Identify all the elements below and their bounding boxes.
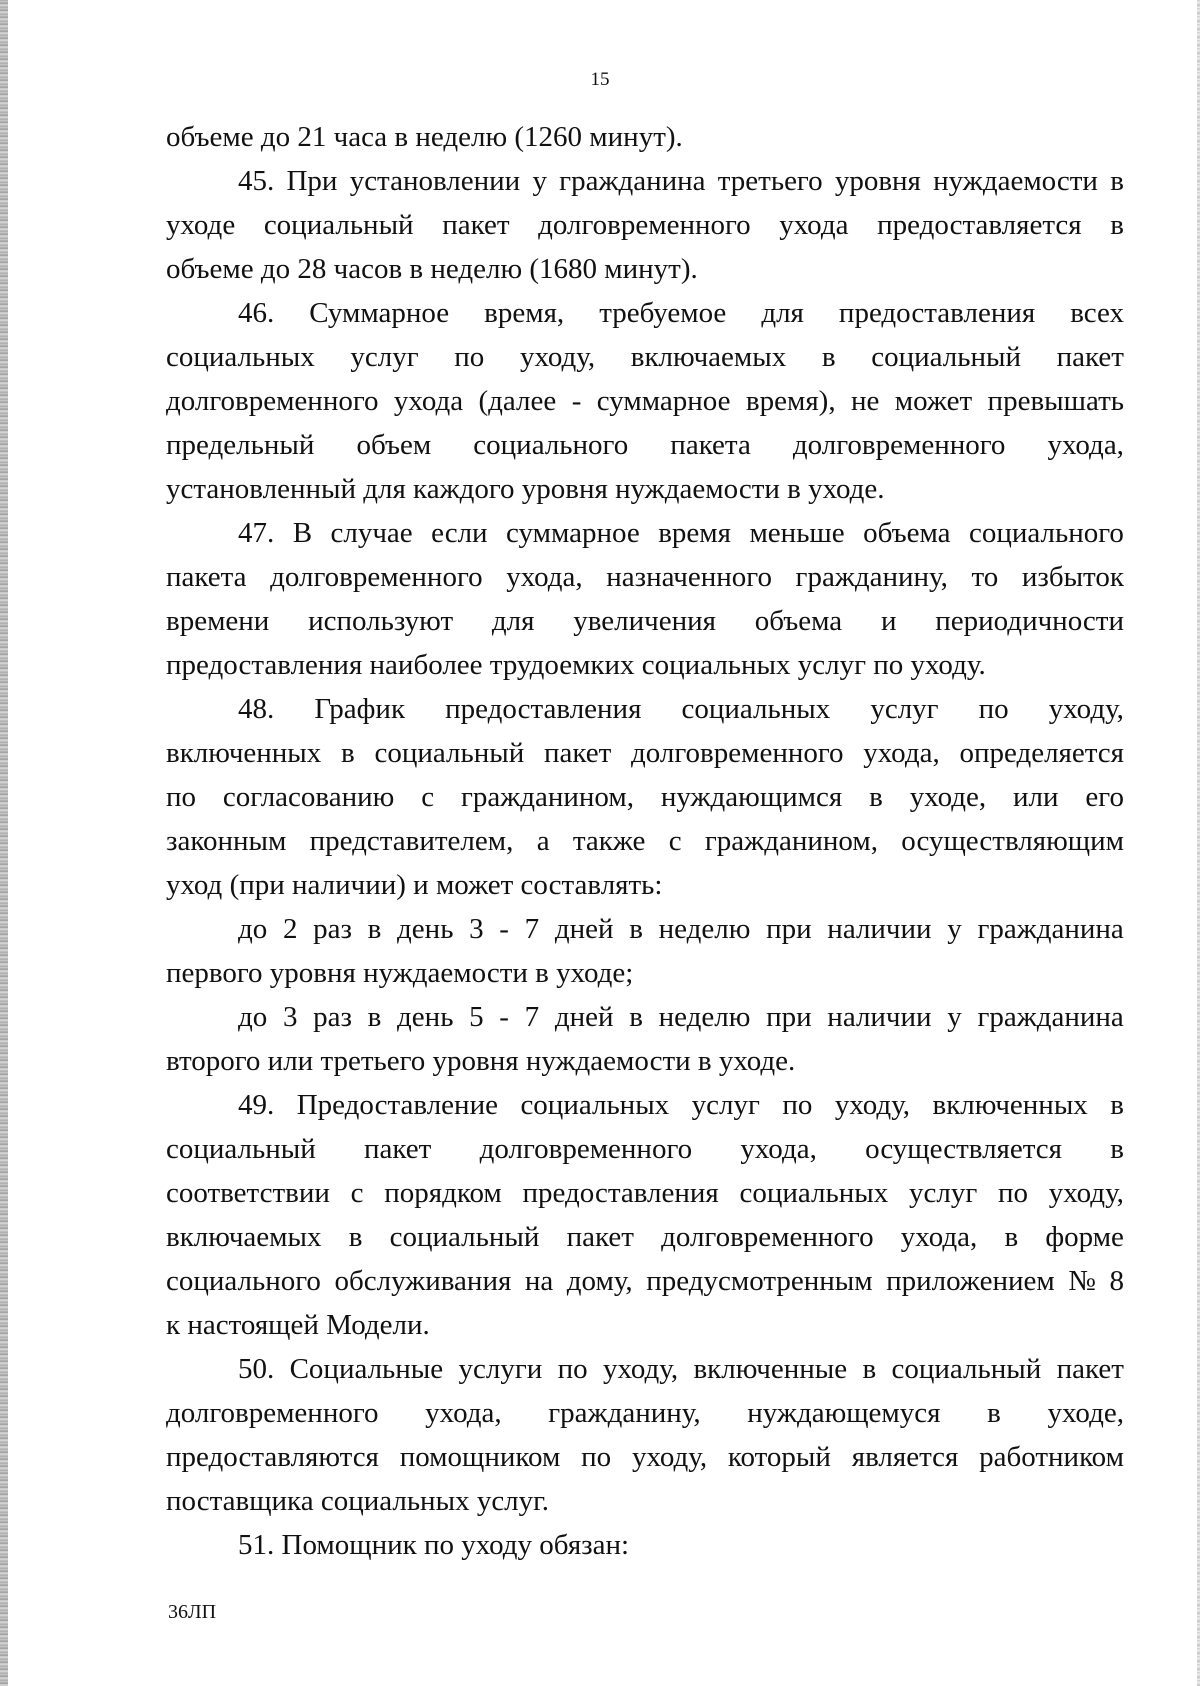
word: гражданина (559, 165, 706, 197)
word: ухода, (425, 1397, 502, 1429)
text-line (166, 731, 1124, 775)
text-line (166, 1215, 1124, 1259)
word: у (947, 913, 962, 945)
word: включаемых (166, 1221, 322, 1253)
word: помощником (399, 1441, 561, 1473)
word: в (367, 913, 382, 945)
word: услуг (909, 1177, 978, 1209)
word: в (367, 1001, 382, 1033)
word: предоставления (838, 297, 1036, 329)
word: назначенного (606, 561, 772, 593)
word: для (761, 297, 804, 329)
word: в (1110, 1133, 1124, 1165)
word: время (658, 517, 731, 549)
text-line (166, 159, 1124, 203)
word: также (572, 825, 646, 857)
document-footer-code: 36ЛП (168, 1601, 217, 1623)
word: в (862, 1353, 877, 1385)
word: случае (330, 517, 413, 549)
word: в (987, 1397, 1001, 1429)
word: в (1110, 1089, 1124, 1121)
word: социальных (681, 693, 831, 725)
word: осуществляющим (901, 825, 1124, 857)
word: в (629, 1001, 643, 1033)
word: социальных (520, 1089, 670, 1121)
word: 2 (282, 913, 298, 945)
text-line: первого уровня нуждаемости в уходе; (166, 957, 634, 989)
word: по (557, 1353, 588, 1385)
word: 5 (469, 1001, 484, 1033)
word: приложением (886, 1265, 1055, 1297)
word: услуг (870, 693, 939, 725)
word: если (431, 517, 488, 549)
word: представителем, (309, 825, 514, 857)
word: гражданином, (460, 781, 634, 813)
word: дому, (566, 1265, 633, 1297)
word: уходе, (909, 781, 987, 813)
word: социальный (389, 1221, 540, 1253)
word: гражданину, (548, 1397, 701, 1429)
word: в (821, 341, 836, 373)
word: гражданина (977, 913, 1124, 945)
word: уходе, (1047, 1397, 1124, 1429)
word: долговременного (270, 561, 483, 593)
text-line (166, 423, 1124, 467)
word: - (571, 385, 582, 417)
word: является (851, 1441, 959, 1473)
text-line: поставщика социальных услуг. (166, 1485, 550, 1517)
word: наличии (827, 913, 932, 945)
word: нуждаемости (933, 165, 1098, 197)
word: долговременного (166, 385, 379, 417)
text-line (166, 1347, 1124, 1391)
word: предоставления (445, 693, 642, 725)
word: объема (863, 517, 951, 549)
word: 8 (1109, 1265, 1124, 1297)
word: пакет (1056, 1353, 1124, 1385)
word: При (286, 165, 338, 197)
word: В (292, 517, 313, 549)
text-line (166, 1259, 1124, 1303)
word: форме (1045, 1221, 1124, 1253)
word: ухода (779, 209, 849, 241)
word: - (499, 913, 509, 945)
word: 7 (524, 1001, 540, 1033)
word: времени (166, 605, 270, 637)
word: предельный (166, 429, 315, 461)
text-line: объеме до 28 часов в неделю (1680 минут). (166, 253, 698, 285)
text-line: второго или третьего уровня нуждаемости в уходе. (166, 1045, 796, 1077)
word: порядком (384, 1177, 502, 1209)
word: для (491, 605, 535, 637)
word: который (727, 1441, 831, 1473)
word: с (421, 781, 435, 813)
word: суммарное (506, 517, 640, 549)
word: услуг (350, 341, 419, 373)
word: - (499, 1001, 509, 1033)
scan-edge-left (0, 0, 8, 1686)
word: пакет (543, 737, 612, 769)
word: или (1013, 781, 1059, 813)
word: 3 (469, 913, 484, 945)
text-line (166, 599, 1124, 643)
word: долговременного (166, 1397, 379, 1429)
word: используют (308, 605, 454, 637)
word: при (766, 913, 812, 945)
word: время, (484, 297, 565, 329)
word: в (1004, 1221, 1019, 1253)
word: социального (473, 429, 629, 461)
word: График (314, 693, 406, 725)
word: пакет (566, 1221, 634, 1253)
word: работником (979, 1441, 1124, 1473)
text-line (166, 335, 1124, 379)
document-body (166, 115, 1124, 1567)
word: по (978, 693, 1009, 725)
word: неделю (658, 913, 751, 945)
word: по (166, 781, 197, 813)
word: раз (313, 1001, 352, 1033)
page-number: 15 (590, 69, 610, 90)
word: 46. (238, 297, 275, 329)
word: предусмотренным (646, 1265, 873, 1297)
text-line (166, 203, 1124, 247)
word: у (947, 1001, 962, 1033)
word: № (1068, 1265, 1096, 1297)
text-line (166, 1171, 1124, 1215)
word: по (782, 1089, 813, 1121)
text-line (166, 775, 1124, 819)
word: 47. (238, 517, 275, 549)
text-line (166, 1391, 1124, 1435)
word: уходу, (519, 341, 596, 373)
text-line: предоставления наиболее трудоемких социальных услуг по уходу. (166, 649, 986, 681)
word: включаемых (630, 341, 787, 373)
word: может (894, 385, 973, 417)
word: увеличения (573, 605, 716, 637)
word: социальных (739, 1177, 889, 1209)
word: в (348, 1221, 363, 1253)
text-line: 51. Помощник по уходу обязан: (238, 1529, 630, 1561)
word: в (629, 913, 643, 945)
word: социальный (263, 209, 414, 241)
word: объема (754, 605, 843, 637)
word: день (397, 1001, 454, 1033)
word: в (1110, 165, 1124, 197)
word: а (536, 825, 550, 857)
word: уходу, (1048, 693, 1124, 725)
word: время), (745, 385, 836, 417)
word: ухода, (863, 737, 940, 769)
word: включенных (166, 737, 322, 769)
text-line (166, 819, 1124, 863)
word: услуги (458, 1353, 543, 1385)
word: предоставления (522, 1177, 719, 1209)
word: социального (968, 517, 1124, 549)
word: определяется (959, 737, 1124, 769)
word: ухода (393, 385, 464, 417)
word: уходе (166, 209, 236, 241)
word: 49. (238, 1089, 275, 1121)
word: долговременного (479, 1133, 693, 1165)
word: до (238, 913, 268, 945)
word: не (850, 385, 880, 417)
word: дней (554, 1001, 614, 1033)
word: третьего (717, 165, 823, 197)
word: обслуживания (334, 1265, 512, 1297)
word: уходу, (631, 1441, 708, 1473)
word: с (668, 825, 682, 857)
word: гражданина (977, 1001, 1124, 1033)
text-line (166, 291, 1124, 335)
word: предоставляются (166, 1441, 379, 1473)
word: Социальные (289, 1353, 444, 1385)
word: пакет (364, 1133, 432, 1165)
word: в (341, 737, 355, 769)
word: и (880, 605, 897, 637)
text-line: уход (при наличии) и может составлять: (166, 869, 663, 901)
text-line: установленный для каждого уровня нуждаемости в уходе. (166, 473, 885, 505)
word: наличии (827, 1001, 932, 1033)
word: избыток (1021, 561, 1124, 593)
word: суммарное (596, 385, 731, 417)
word: его (1085, 781, 1124, 813)
word: всех (1070, 297, 1124, 329)
word: день (397, 913, 454, 945)
word: социальный (166, 1133, 316, 1165)
word: с (350, 1177, 364, 1209)
text-line (166, 907, 1124, 951)
word: требуемое (599, 297, 727, 329)
word: по (454, 341, 485, 373)
word: нуждающемуся (747, 1397, 941, 1429)
word: пакета (670, 429, 751, 461)
word: у (532, 165, 547, 197)
text-line: к настоящей Модели. (166, 1309, 430, 1341)
word: по (581, 1441, 612, 1473)
word: 50. (238, 1353, 275, 1385)
word: соответствии (166, 1177, 330, 1209)
word: 45. (238, 165, 275, 197)
word: ухода, (1047, 429, 1124, 461)
word: при (766, 1001, 812, 1033)
word: услуг (691, 1089, 760, 1121)
word: ухода, (506, 561, 583, 593)
word: в (1110, 209, 1124, 241)
text-line (166, 995, 1124, 1039)
word: уходу, (834, 1089, 911, 1121)
word: 3 (282, 1001, 298, 1033)
word: объем (356, 429, 432, 461)
word: на (524, 1265, 554, 1297)
word: 48. (238, 693, 275, 725)
word: долговременного (538, 209, 751, 241)
word: ухода, (740, 1133, 817, 1165)
word: пакет (1056, 341, 1124, 373)
text-line (166, 687, 1124, 731)
word: в (869, 781, 883, 813)
word: периодичности (935, 605, 1124, 637)
word: (далее (478, 385, 557, 417)
word: уровня (834, 165, 921, 197)
word: то (971, 561, 999, 593)
word: социальный (871, 341, 1021, 373)
word: включенных (932, 1089, 1088, 1121)
word: уходу, (1048, 1177, 1124, 1209)
word: ухода, (900, 1221, 978, 1253)
word: гражданином, (704, 825, 878, 857)
word: согласованию (222, 781, 395, 813)
text-line (166, 1083, 1124, 1127)
word: законным (166, 825, 287, 857)
word: до (238, 1001, 268, 1033)
word: пакет (442, 209, 510, 241)
word: по (997, 1177, 1029, 1209)
word: неделю (658, 1001, 751, 1033)
word: Предоставление (296, 1089, 498, 1121)
word: социального (166, 1265, 321, 1297)
word: дней (554, 913, 614, 945)
word: пакета (166, 561, 247, 593)
text-line (166, 555, 1124, 599)
word: Суммарное (309, 297, 450, 329)
word: нуждающимся (660, 781, 843, 813)
word: превышать (987, 385, 1124, 417)
word: социальных (166, 341, 315, 373)
text-line (166, 511, 1124, 555)
word: уходу, (602, 1353, 679, 1385)
word: меньше (749, 517, 845, 549)
word: долговременного (792, 429, 1006, 461)
text-line: объеме до 21 часа в неделю (1260 минут). (166, 121, 683, 153)
word: долговременного (661, 1221, 874, 1253)
word: установлении (349, 165, 521, 197)
word: долговременного (631, 737, 844, 769)
text-line (166, 379, 1124, 423)
word: социальный (374, 737, 525, 769)
word: предоставляется (877, 209, 1082, 241)
word: включенные (693, 1353, 848, 1385)
text-line (166, 1127, 1124, 1171)
word: 7 (524, 913, 540, 945)
word: осуществляется (865, 1133, 1063, 1165)
text-line (166, 1435, 1124, 1479)
word: социальный (891, 1353, 1042, 1385)
word: раз (313, 913, 352, 945)
word: гражданину, (795, 561, 948, 593)
